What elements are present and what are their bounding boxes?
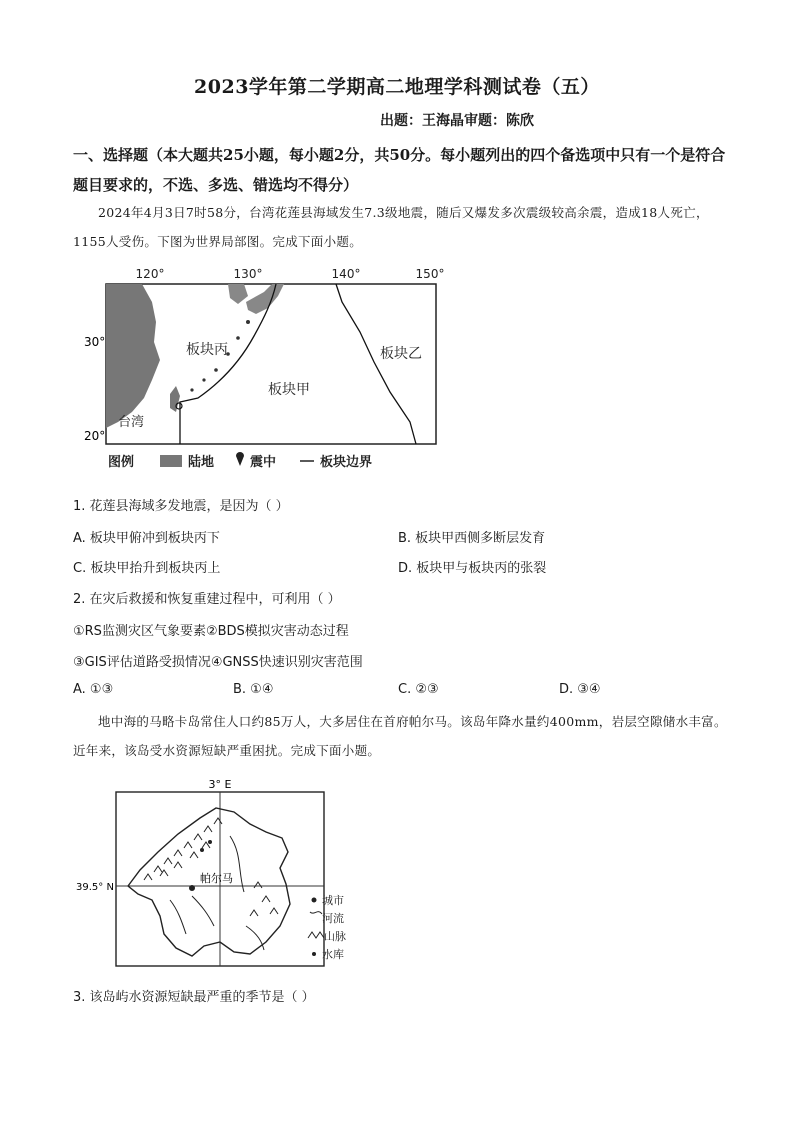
q2-option-d[interactable]: D. ③④ [559,682,601,697]
world-partial-map [78,262,448,476]
legend-epicenter-icon [236,452,244,466]
plate-yi-label: 板块乙 [380,346,422,362]
lon-label-130: 130° [233,267,263,281]
plate-bing-label: 板块丙 [186,342,228,358]
section-heading: 一、选择题（本大题共25小题，每小题2分，共50分。每小题列出的四个备选项中只有一个是符合题目要求的，不选、多选、错选均不得分） [73,146,726,194]
page-title: 2023学年第二学期高二地理学科测试卷（五） [194,76,600,98]
q2-line-1: ①RS监测灾区气象要素②BDS模拟灾害动态过程 [73,624,349,639]
q2-option-c[interactable]: C. ②③ [398,682,439,697]
taiwan-label: 台湾 [118,415,145,430]
lat-label-30: 30° [84,335,106,349]
passage-2: 地中海的马略卡岛常住人口约85万人，大多居住在首府帕尔马。该岛年降水量约400mm，岩层空隙储水丰富。近年来，该岛受水资源短缺严重困扰。完成下面小题。 [73,714,727,758]
lat-label-39-5n: 39.5° N [76,882,114,893]
legend-city-icon [312,898,317,903]
lon-label-150: 150° [415,267,445,281]
city-palma-marker [189,885,195,891]
legend-reservoir-icon [312,952,316,956]
q2-option-b[interactable]: B. ①④ [233,682,274,697]
q2-line-2: ③GIS评估道路受损情况④GNSS快速识别灾害范围 [73,655,363,670]
legend-reservoir: 水库 [322,948,344,961]
lat-label-20: 20° [84,429,106,443]
lon-label-120: 120° [135,267,165,281]
legend-title: 图例 [108,455,135,470]
q1-option-a[interactable]: A. 板块甲俯冲到板块丙下 [73,531,220,546]
reservoir-1 [208,840,212,844]
plate-jia-label: 板块甲 [268,382,310,398]
map1-legend [108,452,372,470]
q1-option-c[interactable]: C. 板块甲抬升到板块丙上 [73,561,221,576]
reservoir-2 [200,848,204,852]
legend-city: 城市 [322,894,344,907]
legend-land-swatch [160,455,182,467]
q2-option-a[interactable]: A. ①③ [73,682,114,697]
mallorca-map [74,776,374,972]
city-palma-label: 帕尔马 [200,872,233,885]
q1-option-b[interactable]: B. 板块甲西侧多断层发育 [398,531,546,546]
lon-labels [136,267,445,281]
legend-river: 河流 [322,912,344,925]
q2-stem: 2. 在灾后救援和恢复重建过程中，可利用（ ） [73,592,341,607]
page-subtitle: 出题：王海晶审题：陈欣 [380,113,534,129]
legend-land: 陆地 [188,455,215,470]
q1-option-d[interactable]: D. 板块甲与板块丙的张裂 [398,561,547,576]
lon-label-3e: 3° E [208,778,232,791]
passage-1: 2024年4月3日7时58分，台湾花莲县海域发生7.3级地震，随后又爆发多次震级较高余震，造成18人死亡，1155人受伤。下图为世界局部图。完成下面小题。 [73,205,709,249]
legend-epicenter: 震中 [250,455,277,470]
legend-mountain: 山脉 [324,930,346,943]
q3-stem: 3. 该岛屿水资源短缺最严重的季节是（ ） [73,990,315,1005]
legend-boundary: 板块边界 [320,455,373,470]
q1-stem: 1. 花莲县海域多发地震，是因为（ ） [73,499,289,514]
lon-label-140: 140° [331,267,361,281]
